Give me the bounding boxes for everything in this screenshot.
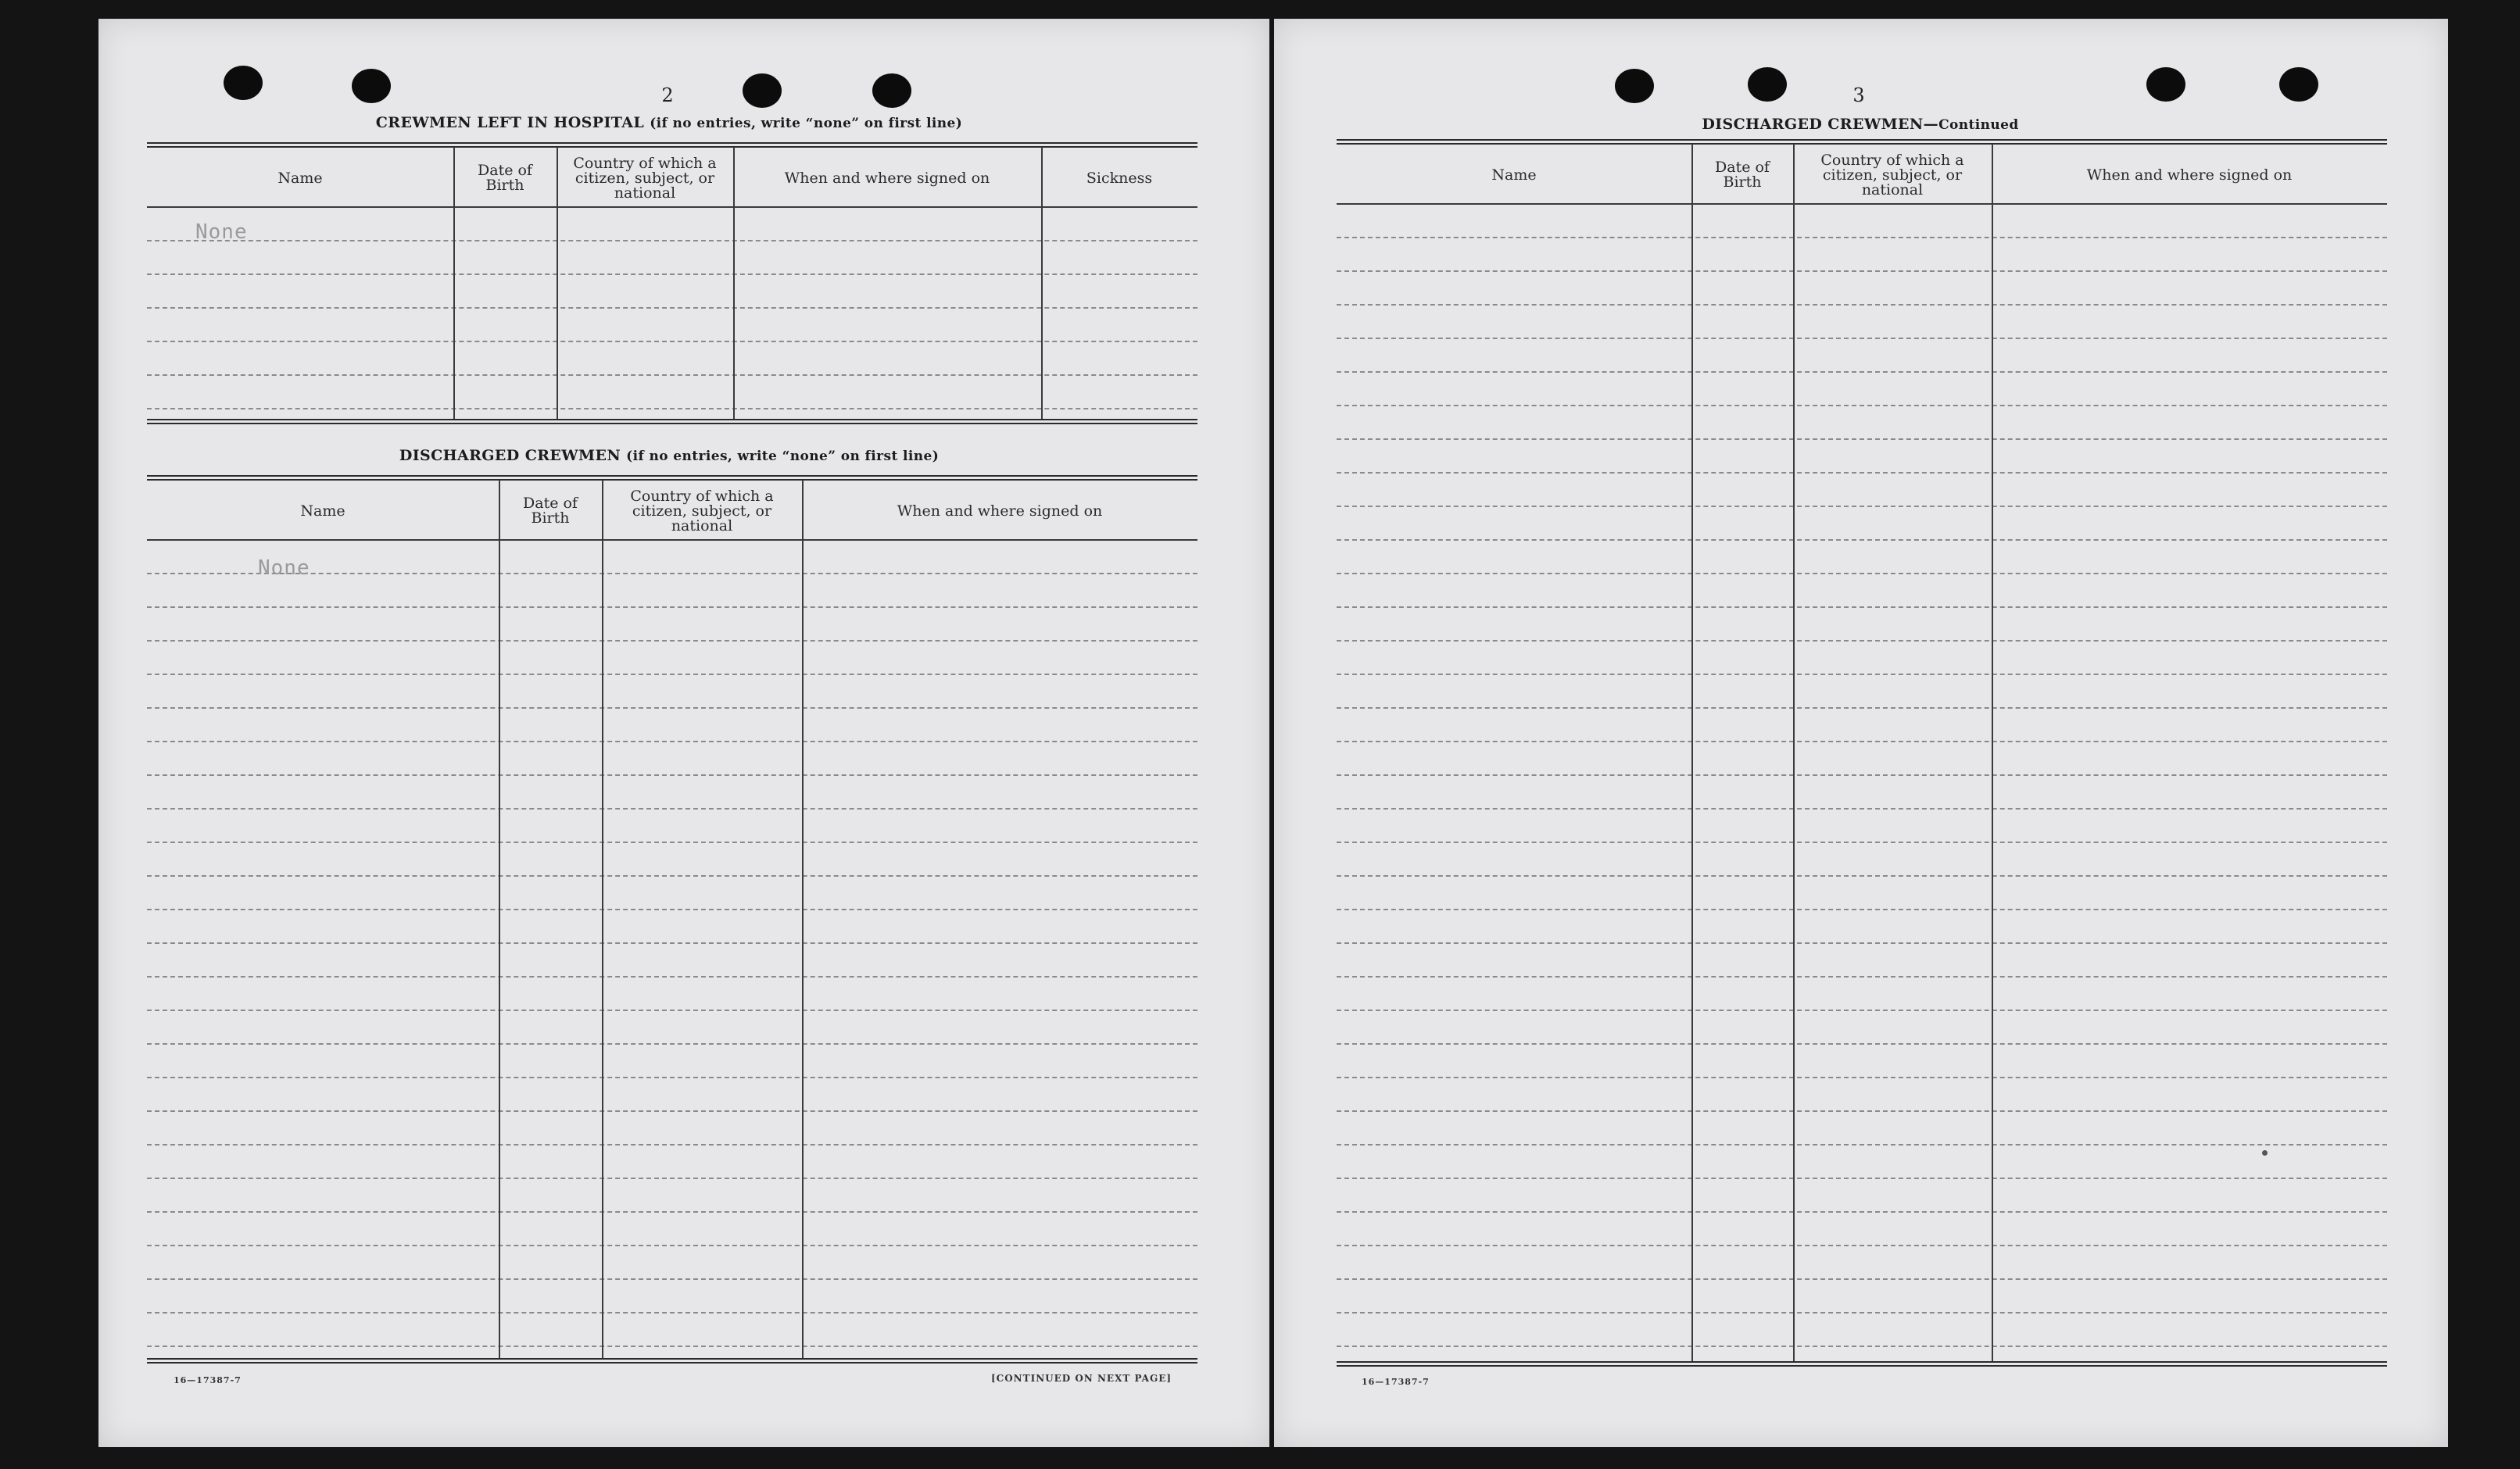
row-line bbox=[1337, 842, 2387, 843]
column-header: Name bbox=[277, 169, 323, 187]
row-line bbox=[1337, 237, 2387, 238]
row-line bbox=[147, 1010, 1197, 1011]
page-number: 3 bbox=[1852, 84, 1865, 106]
column-header: Name bbox=[300, 502, 345, 520]
column-divider bbox=[499, 480, 500, 1358]
header-rule bbox=[147, 206, 1197, 208]
row-line bbox=[1337, 1077, 2387, 1078]
column-header: When and where signed on bbox=[897, 502, 1103, 520]
row-line bbox=[1337, 405, 2387, 406]
punch-hole bbox=[1615, 69, 1654, 103]
punch-hole bbox=[1748, 67, 1787, 102]
row-line bbox=[147, 606, 1197, 608]
continued-note: [CONTINUED ON NEXT PAGE] bbox=[991, 1373, 1172, 1384]
column-divider bbox=[557, 147, 558, 419]
column-header: Sickness bbox=[1086, 169, 1153, 187]
row-line bbox=[1337, 976, 2387, 978]
row-line bbox=[147, 1043, 1197, 1045]
row-line bbox=[1337, 1110, 2387, 1112]
row-line bbox=[1337, 1346, 2387, 1347]
row-line bbox=[147, 1312, 1197, 1314]
column-divider bbox=[1041, 147, 1043, 419]
row-line bbox=[1337, 875, 2387, 877]
column-header: Date of Birth bbox=[523, 495, 578, 527]
row-line bbox=[147, 273, 1197, 275]
row-line bbox=[147, 1077, 1197, 1078]
header-rule bbox=[1337, 203, 2387, 205]
handwritten-entry: None bbox=[258, 556, 310, 580]
row-line bbox=[1337, 573, 2387, 574]
row-line bbox=[147, 707, 1197, 709]
table-bottom-rule bbox=[147, 1358, 1197, 1364]
row-line bbox=[147, 808, 1197, 810]
row-line bbox=[1337, 909, 2387, 910]
discharged-section-title: DISCHARGED CREWMEN (if no entries, write “none” on first line) bbox=[399, 447, 940, 464]
row-line bbox=[147, 1278, 1197, 1280]
row-line bbox=[1337, 942, 2387, 944]
column-header: Date of Birth bbox=[478, 162, 532, 194]
column-header: When and where signed on bbox=[784, 169, 990, 187]
column-divider bbox=[1793, 144, 1795, 1361]
row-line bbox=[1337, 1211, 2387, 1213]
right-form-page bbox=[1274, 19, 2448, 1447]
page-number: 2 bbox=[661, 84, 674, 106]
discharged-continued-title: DISCHARGED CREWMEN—Continued bbox=[1702, 116, 2019, 133]
punch-hole bbox=[872, 73, 911, 108]
column-header: Date of Birth bbox=[1715, 159, 1770, 191]
column-divider bbox=[453, 147, 455, 419]
row-line bbox=[147, 374, 1197, 376]
row-line bbox=[147, 909, 1197, 910]
column-header: Country of which a citizen, subject, or national bbox=[573, 154, 717, 202]
column-divider bbox=[1691, 144, 1693, 1361]
row-line bbox=[1337, 808, 2387, 810]
form-code: 16—17387-7 bbox=[174, 1375, 242, 1385]
header-rule bbox=[147, 539, 1197, 541]
table-bottom-rule bbox=[1337, 1361, 2387, 1367]
row-line bbox=[1337, 371, 2387, 373]
row-line bbox=[1337, 270, 2387, 272]
column-header: When and where signed on bbox=[2086, 166, 2293, 184]
row-line bbox=[1337, 606, 2387, 608]
handwritten-entry: None bbox=[195, 220, 248, 244]
row-line bbox=[1337, 674, 2387, 675]
punch-hole bbox=[2146, 67, 2185, 102]
row-line bbox=[147, 1178, 1197, 1179]
row-line bbox=[1337, 1245, 2387, 1246]
row-line bbox=[147, 1245, 1197, 1246]
row-line bbox=[147, 774, 1197, 776]
row-line bbox=[147, 240, 1197, 241]
row-line bbox=[147, 307, 1197, 309]
row-line bbox=[147, 674, 1197, 675]
column-divider bbox=[602, 480, 603, 1358]
row-line bbox=[1337, 707, 2387, 709]
row-line bbox=[1337, 506, 2387, 507]
table-top-rule bbox=[147, 475, 1197, 481]
row-line bbox=[1337, 304, 2387, 306]
row-line bbox=[1337, 741, 2387, 742]
row-line bbox=[147, 1346, 1197, 1347]
row-line bbox=[1337, 1312, 2387, 1314]
row-line bbox=[1337, 438, 2387, 440]
row-line bbox=[147, 875, 1197, 877]
table-top-rule bbox=[147, 142, 1197, 148]
column-header: Country of which a citizen, subject, or national bbox=[1820, 151, 1964, 198]
row-line bbox=[1337, 1144, 2387, 1146]
column-divider bbox=[802, 480, 804, 1358]
form-code: 16—17387-7 bbox=[1362, 1377, 1430, 1387]
hospital-section-title: CREWMEN LEFT IN HOSPITAL (if no entries, write “none” on first line) bbox=[375, 114, 963, 131]
left-form-page bbox=[98, 19, 1269, 1447]
row-line bbox=[1337, 338, 2387, 339]
row-line bbox=[147, 842, 1197, 843]
row-line bbox=[147, 1211, 1197, 1213]
row-line bbox=[147, 640, 1197, 642]
row-line bbox=[1337, 774, 2387, 776]
row-line bbox=[1337, 472, 2387, 474]
row-line bbox=[1337, 640, 2387, 642]
row-line bbox=[147, 741, 1197, 742]
punch-hole bbox=[2279, 67, 2318, 102]
punch-hole bbox=[224, 66, 263, 100]
row-line bbox=[1337, 1043, 2387, 1045]
column-divider bbox=[733, 147, 735, 419]
punch-hole bbox=[352, 69, 391, 103]
column-divider bbox=[1992, 144, 1993, 1361]
row-line bbox=[147, 1110, 1197, 1112]
ink-speck bbox=[2262, 1150, 2268, 1156]
column-header: Name bbox=[1491, 166, 1537, 184]
row-line bbox=[1337, 1278, 2387, 1280]
punch-hole bbox=[743, 73, 782, 108]
row-line bbox=[147, 341, 1197, 342]
row-line bbox=[147, 976, 1197, 978]
row-line bbox=[1337, 1010, 2387, 1011]
row-line bbox=[1337, 539, 2387, 541]
table-top-rule bbox=[1337, 139, 2387, 145]
row-line bbox=[147, 1144, 1197, 1146]
row-line bbox=[147, 942, 1197, 944]
column-header: Country of which a citizen, subject, or national bbox=[630, 487, 774, 534]
table-bottom-rule bbox=[147, 419, 1197, 424]
row-line bbox=[1337, 1178, 2387, 1179]
row-line bbox=[147, 408, 1197, 409]
